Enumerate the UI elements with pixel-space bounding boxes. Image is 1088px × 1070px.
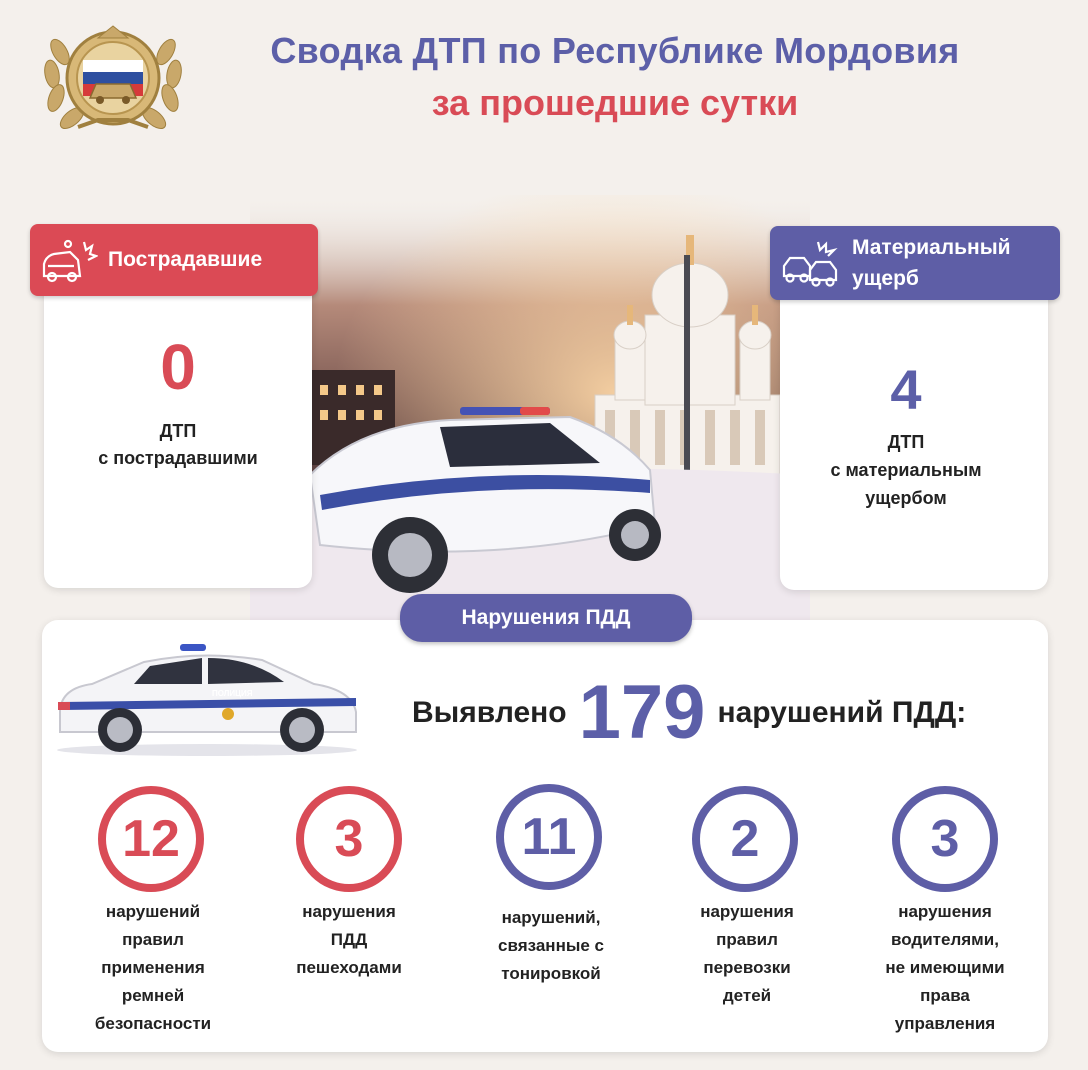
violation-label-line: тонировкой	[501, 964, 601, 983]
violation-label-line: применения	[101, 958, 205, 977]
violation-label-line: нарушения	[302, 902, 396, 921]
violation-label	[652, 898, 842, 1010]
damage-label-line: ДТП	[887, 432, 925, 452]
car-crash-icon	[40, 236, 98, 284]
violations-summary	[412, 670, 967, 755]
violation-label-line: нарушения	[898, 902, 992, 921]
violation-count-circle: 3	[892, 786, 998, 892]
violation-label-line: перевозки	[703, 958, 791, 977]
violation-label-line: ПДД	[330, 930, 368, 949]
violation-label-line: права	[920, 986, 970, 1005]
violation-count-circle: 12	[98, 786, 204, 892]
violation-label-line: безопасности	[94, 1014, 212, 1033]
violation-count-circle: 11	[496, 784, 602, 890]
violation-count-circle: 2	[692, 786, 798, 892]
summary-suffix: нарушений ПДД:	[717, 696, 967, 729]
violation-label-line: управления	[894, 1014, 996, 1033]
violation-label-line: нарушений,	[501, 908, 601, 927]
violation-count-circle: 3	[296, 786, 402, 892]
damage-label	[780, 428, 1032, 512]
page-title: Сводка ДТП по Республике Мордовия	[270, 30, 960, 71]
victims-title: Пострадавшие	[108, 248, 263, 271]
violation-label	[850, 898, 1040, 1038]
page-subtitle: за прошедшие сутки	[431, 82, 799, 123]
damage-label-line: ущербом	[865, 488, 947, 508]
violation-label-line: ремней	[121, 986, 185, 1005]
violation-label	[456, 904, 646, 988]
damage-header	[770, 226, 1060, 300]
violations-header: Нарушения ПДД	[400, 594, 692, 642]
summary-count: 179	[578, 670, 706, 755]
violation-label-line: не имеющими	[885, 958, 1005, 977]
victims-count: 0	[160, 331, 196, 403]
victims-header	[30, 224, 318, 296]
traffic-police-emblem-icon	[38, 12, 188, 142]
violation-label-line: нарушений	[105, 902, 201, 921]
violation-label-line: правил	[716, 930, 778, 949]
car-collision-icon	[780, 238, 842, 288]
summary-prefix: Выявлено	[412, 696, 567, 729]
violation-label-line: водителями,	[891, 930, 999, 949]
victims-label	[44, 418, 312, 472]
victims-label-line: ДТП	[159, 421, 197, 441]
damage-title-line: ущерб	[852, 267, 919, 290]
violation-label-line: правил	[122, 930, 184, 949]
victims-label-line: с пострадавшими	[98, 448, 258, 468]
damage-title-line: Материальный	[852, 236, 1011, 259]
damage-label-line: с материальным	[830, 460, 982, 480]
car-police-text: ПОЛИЦИЯ	[212, 689, 253, 698]
violation-label-line: нарушения	[700, 902, 794, 921]
police-car-icon	[52, 640, 362, 758]
violation-label-line: связанные с	[498, 936, 604, 955]
violation-label-line: пешеходами	[296, 958, 402, 977]
background-photo	[250, 195, 810, 635]
damage-count: 4	[890, 358, 922, 421]
damage-title	[852, 232, 1011, 294]
violation-label-line: детей	[722, 986, 772, 1005]
violation-label	[254, 898, 444, 982]
violation-label	[58, 898, 248, 1038]
